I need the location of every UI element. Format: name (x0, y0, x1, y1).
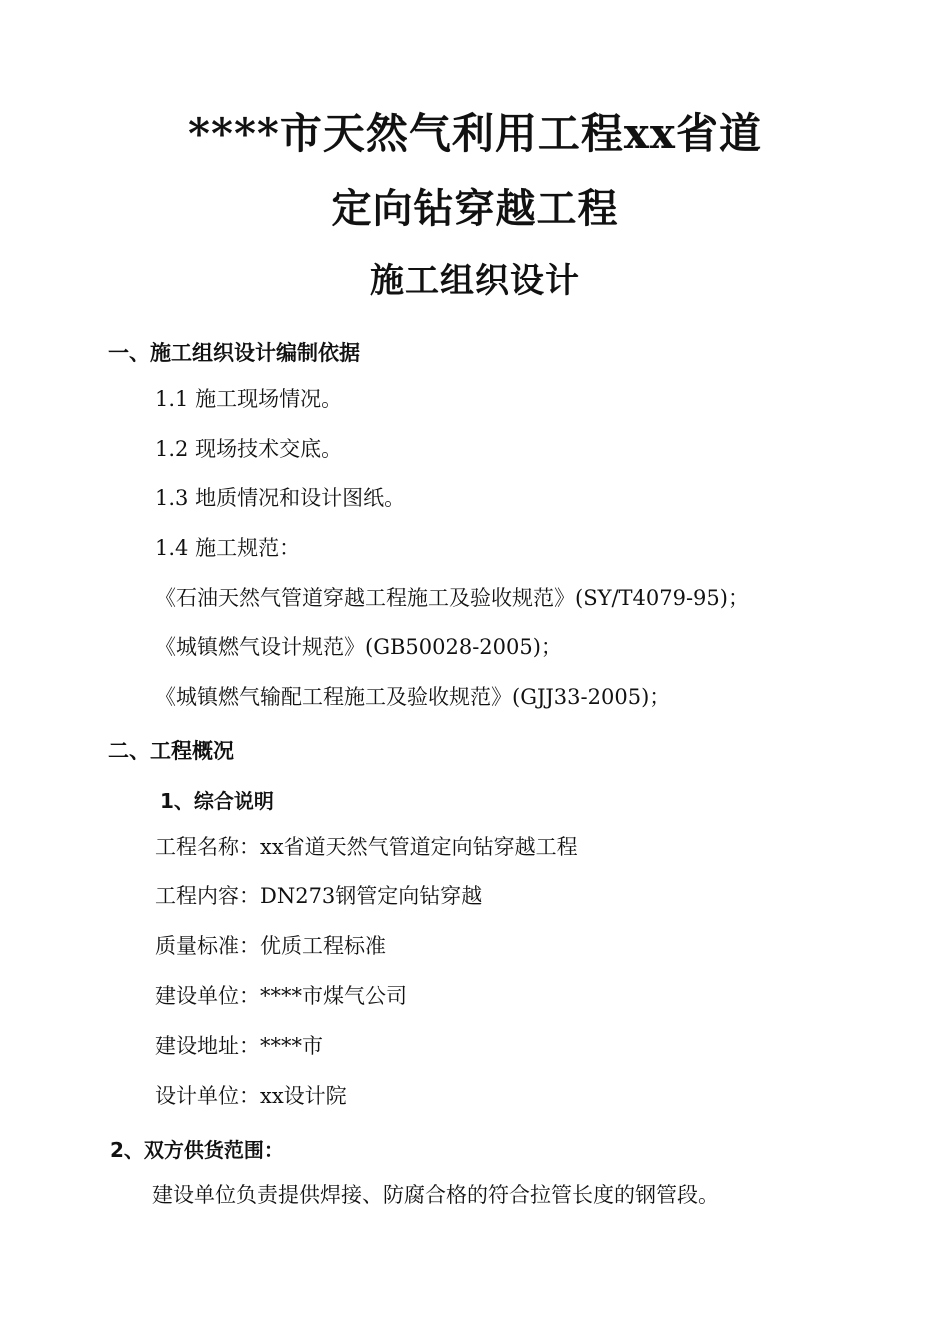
standard-item: 《城镇燃气输配工程施工及验收规范》(GJJ33-2005)； (155, 685, 671, 709)
section1-item: 1.2 现场技术交底。 (155, 437, 343, 461)
document-title-line1: ****市天然气利用工程xx省道 (188, 109, 762, 158)
section1-item: 1.4 施工规范： (155, 536, 301, 560)
overview-line: 设计单位：xx设计院 (155, 1084, 347, 1108)
standard-item: 《石油天然气管道穿越工程施工及验收规范》(SY/T4079-95)； (155, 586, 749, 610)
subsection-heading-supply-scope: 2、双方供货范围： (110, 1138, 284, 1162)
standard-item: 《城镇燃气设计规范》(GB50028-2005)； (155, 635, 562, 659)
subsection-heading-overview: 1、综合说明 (160, 789, 274, 813)
section1-item: 1.3 地质情况和设计图纸。 (155, 486, 406, 510)
overview-line: 质量标准：优质工程标准 (155, 934, 386, 958)
overview-line: 工程名称：xx省道天然气管道定向钻穿越工程 (155, 835, 578, 859)
overview-line: 建设单位：****市煤气公司 (155, 984, 407, 1008)
overview-line: 工程内容：DN273钢管定向钻穿越 (155, 884, 483, 908)
section1-item: 1.1 施工现场情况。 (155, 387, 343, 411)
document-title-line2: 定向钻穿越工程 (331, 185, 619, 232)
overview-line: 建设地址：****市 (155, 1034, 323, 1058)
section1-heading: 一、施工组织设计编制依据 (108, 341, 360, 365)
supply-scope-line: 建设单位负责提供焊接、防腐合格的符合拉管长度的钢管段。 (152, 1183, 719, 1207)
section2-heading: 二、工程概况 (108, 739, 234, 763)
document-title-line3: 施工组织设计 (370, 261, 580, 301)
